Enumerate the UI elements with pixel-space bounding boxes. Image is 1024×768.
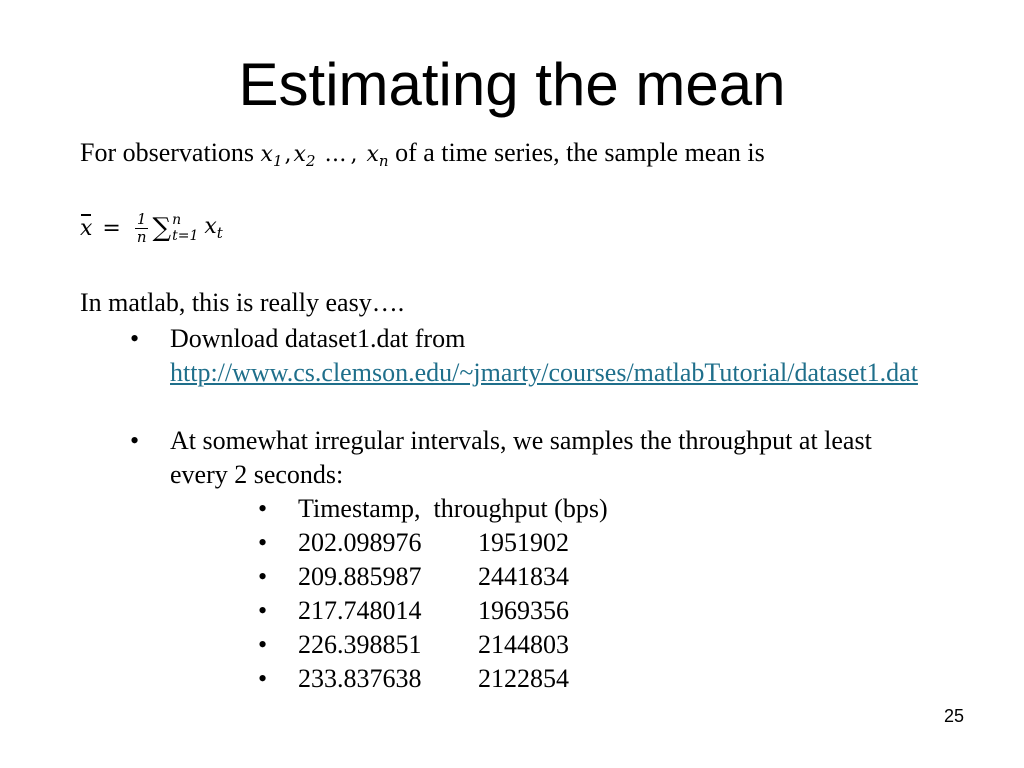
list-item — [258, 594, 608, 628]
timestamp-value: 226.398851 — [298, 630, 422, 659]
slide-title: Estimating the mean — [238, 51, 786, 118]
throughput-value: 2122854 — [478, 664, 569, 693]
bullet-icon: • — [258, 494, 268, 523]
throughput-value: 2144803 — [478, 630, 569, 659]
throughput-value: 1969356 — [478, 596, 569, 625]
bullet-intervals — [130, 424, 930, 492]
bullet-icon: • — [130, 324, 140, 353]
bullet-icon: • — [258, 664, 268, 693]
bullet-icon: • — [258, 596, 268, 625]
intro-suffix: of a time series, the sample mean is — [388, 138, 765, 167]
timestamp-value: 217.748014 — [298, 596, 422, 625]
timestamp-value: 233.837638 — [298, 664, 422, 693]
list-item — [258, 526, 608, 560]
timestamp-value: 209.885987 — [298, 562, 422, 591]
header-text: Timestamp, throughput (bps) — [298, 494, 608, 523]
intro-line — [80, 136, 765, 178]
intro-prefix: For observations — [80, 138, 261, 167]
page-number: 25 — [943, 706, 964, 726]
list-item — [258, 628, 608, 662]
data-list-header — [258, 492, 608, 526]
sample-mean-formula: x = $\frac{1}{n}$ ∑ n t=1 $x_t$ — [80, 209, 223, 246]
list-item — [258, 662, 608, 696]
bullet-icon: • — [258, 528, 268, 557]
bullet-icon: • — [258, 562, 268, 591]
intervals-text: At somewhat irregular intervals, we samples the throughput at least every 2 seconds: — [170, 426, 872, 489]
dataset-link[interactable]: http://www.cs.clemson.edu/~jmarty/courses/matlabTutorial/dataset1.dat — [170, 358, 918, 387]
observations-expression: $x_1,x_2$ … , $x_n$ — [260, 142, 389, 170]
download-text: Download dataset1.dat from — [170, 324, 466, 353]
throughput-value: 1951902 — [478, 528, 569, 557]
timestamp-value: 202.098976 — [298, 528, 422, 557]
bullet-icon: • — [258, 630, 268, 659]
data-list — [258, 492, 608, 696]
matlab-line: In matlab, this is really easy…. — [80, 288, 405, 317]
bullet-download — [130, 322, 930, 390]
throughput-value: 2441834 — [478, 562, 569, 591]
bullet-icon: • — [130, 426, 140, 455]
list-item — [258, 560, 608, 594]
